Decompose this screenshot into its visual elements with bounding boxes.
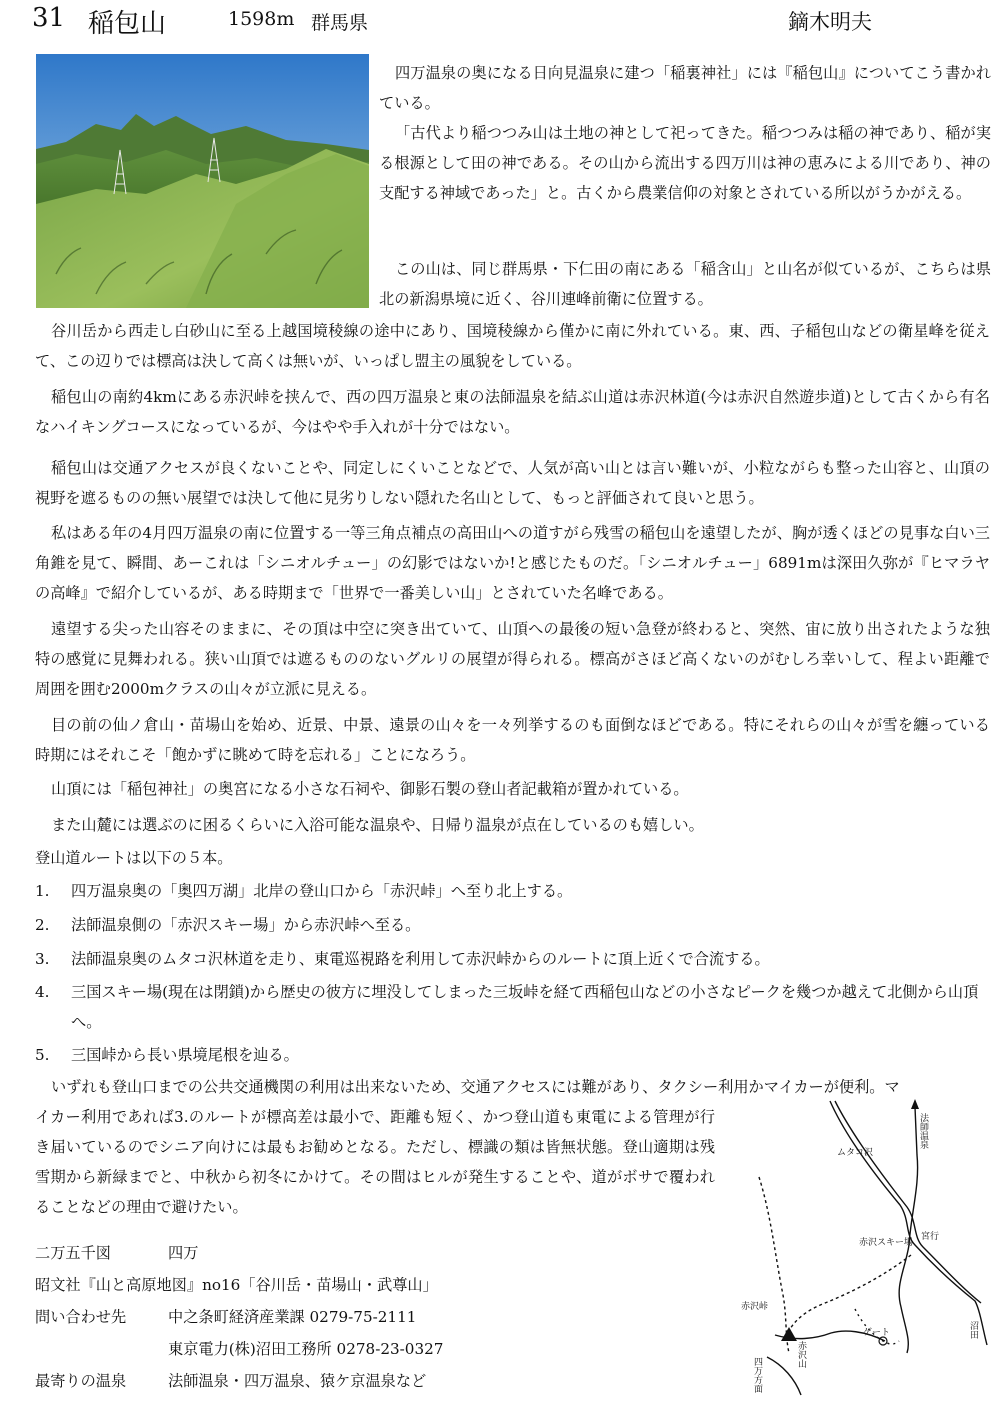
paragraph: 遠望する尖った山容そのままに、その頂は中空に突き出ていて、山頂への最後の短い急登が終わると、突然、宙に放り出されたような独特の感覚に見舞われる。狭い山頂では遮るもののないグルリの展望が得られる。標高がさほど高くないのがむしろ幸いして、程よい距離で周囲を囲む2000mクラスの山々が立派に見える。 [35, 620, 990, 698]
map-label-hoshi: 法師温泉 [918, 1113, 928, 1149]
list-item-number: 5. [35, 1046, 50, 1064]
map-trail [787, 1255, 911, 1335]
paragraph: 目の前の仙ノ倉山・苗場山を始め、近景、中景、遠景の山々を一々列挙するのも面倒なほどである。特にそれらの山々が雪を纏っている時期にはそれこそ「飽かずに眺めて時を忘れる」ことになろう。 [35, 716, 990, 764]
closing-paragraph: いずれも登山口までの公共交通機関の利用は出来ないため、交通アクセスには難があり、タクシー利用かマイカーが便利。マ [51, 1078, 900, 1096]
contact-2: 東京電力(株)沼田工務所 0278-23-0327 [168, 1340, 444, 1358]
paragraph: また山麓には選ぶのに困るくらいに入浴可能な温泉や、日帰り温泉が点在しているのも嬉しい。 [51, 816, 704, 834]
peak-marker-icon [781, 1327, 797, 1341]
list-item-number: 1. [35, 882, 50, 900]
article-number: 31 [32, 3, 66, 33]
onsen-label: 最寄りの温泉 [35, 1372, 127, 1390]
list-item-text: 四万温泉奥の「奥四万湖」北岸の登山口から「赤沢峠」へ至り北上する。 [71, 882, 573, 900]
paragraph: 谷川岳から西走し白砂山に至る上越国境稜線の途中にあり、国境稜線から僅かに南に外れている。東、西、子稲包山などの衛星峰を従えて、この辺りでは標高は決して高くは無いが、いっぱし盟主の風貌をしている。 [35, 322, 990, 370]
map-label-mutako: ムタコ沢 [837, 1148, 874, 1158]
paragraph: 稲包山は交通アクセスが良くないことや、同定しにくいことなどで、人気が高い山とは言い難いが、小粒ながらも整った山容と、山頂の視野を遮るものの無い展望では決して他に見劣りしない隠れた名山として、もっと評価されて良いと思う。 [35, 459, 990, 507]
map-trail [759, 1177, 789, 1353]
header [0, 0, 1000, 44]
paragraph: 稲包山の南約4kmにある赤沢峠を挟んで、西の四万温泉と東の法師温泉を結ぶ山道は赤沢林道(今は赤沢自然遊歩道)として古くから有名なハイキングコースになっているが、今はやや手入れが十分ではない。 [35, 388, 990, 436]
map-label-akazawa-pass: 赤沢峠 [741, 1302, 769, 1312]
list-item-text: 三国スキー場(現在は閉鎖)から歴史の彼方に埋没してしまった三坂峠を経て西稲包山などの小さなピークを幾つか越えて北側から山頂へ。 [71, 983, 979, 1031]
map-river [835, 1101, 981, 1303]
map-trail [855, 1309, 899, 1344]
list-item-number: 3. [35, 950, 50, 968]
arrow-up-icon [911, 1099, 919, 1109]
map-label-akazawa-ski: 赤沢スキー場 [859, 1238, 914, 1248]
list-item-text: 法師温泉側の「赤沢スキー場」から赤沢峠へ至る。 [71, 916, 421, 934]
elevation: 1598m [228, 8, 295, 30]
paragraph: この山は、同じ群馬県・下仁田の南にある「稲含山」と山名が似ているが、こちらは県北の新潟県境に近く、谷川連峰前衛に位置する。 [379, 260, 991, 308]
closing-paragraph-continued: イカー利用であれば3.のルートが標高差は最小で、距離も短く、かつ登山道も東電による管理が行き届いているのでシニア向けには最もお勧めとなる。ただし、標識の類は皆無状態。登山適期は残雪期から新緑までと、中秋から初冬にかけて。その間はヒルが発生することや、道がボサで覆われることなどの理由で避けたい。 [35, 1108, 715, 1216]
map-label-peak: 赤沢山 [796, 1341, 806, 1368]
list-item-number: 4. [35, 983, 50, 1001]
map-label-numata: 沼田 [968, 1321, 978, 1339]
topo-label: 二万五千図 [35, 1244, 111, 1262]
list-item-text: 法師温泉奥のムタコ沢林道を走り、東電巡視路を利用して赤沢峠からのルートに頂上近くで合流する。 [71, 950, 770, 968]
author: 鏑木明夫 [788, 10, 872, 34]
map-river [830, 1101, 987, 1345]
prefecture: 群馬県 [311, 12, 369, 34]
map-book: 昭文社『山と高原地図』no16「谷川岳・苗場山・武尊山」 [35, 1276, 438, 1294]
onsen-value: 法師温泉・四万温泉、猿ケ京温泉など [168, 1372, 427, 1390]
contact-label: 問い合わせ先 [35, 1308, 127, 1326]
list-item-text: 三国峠から長い県境尾根を辿る。 [71, 1046, 299, 1064]
paragraph: 私はある年の4月四万温泉の南に位置する一等三角点補点の高田山への道すがら残雪の稲包山を遠望したが、胸が透くほどの見事な白い三角錐を見て、瞬間、あーこれは「シニオルチュー」の幻影ではないか!と感じたものだ。「シニオルチュー」6891mは深田久弥が『ヒマラヤの高峰』で紹介しているが、ある時期まで「世界で一番美しい山」とされていた名峰である。 [35, 524, 990, 602]
contact-1: 中之条町経済産業課 0279-75-2111 [168, 1308, 417, 1326]
list-item-number: 2. [35, 916, 50, 934]
map-label-shima: 四万方面 [752, 1357, 762, 1393]
mountain-photo [36, 54, 369, 308]
map-label-gate: ゲート [863, 1328, 891, 1338]
paragraph: 四万温泉の奥になる日向見温泉に建つ「稲裏神社」には『稲包山』についてこう書かれている。 [379, 64, 991, 112]
map-label-miyuki: 宮行 [921, 1232, 940, 1242]
paragraph: 「古代より稲つつみ山は土地の神として祀ってきた。稲つつみは稲の神であり、稲が実る根源として田の神である。その山から流出する四万川は神の恵みによる川であり、神の支配する神域であった」と。古くから農業信仰の対象とされている所以がうかがえる。 [379, 124, 992, 202]
page-title: 稲包山 [88, 9, 167, 39]
topo-value: 四万 [168, 1244, 199, 1262]
route-map [735, 1095, 990, 1397]
paragraph: 山頂には「稲包神社」の奥宮になる小さな石祠や、御影石製の登山者記載箱が置かれている。 [51, 780, 689, 798]
routes-intro: 登山道ルートは以下の５本。 [35, 849, 233, 867]
